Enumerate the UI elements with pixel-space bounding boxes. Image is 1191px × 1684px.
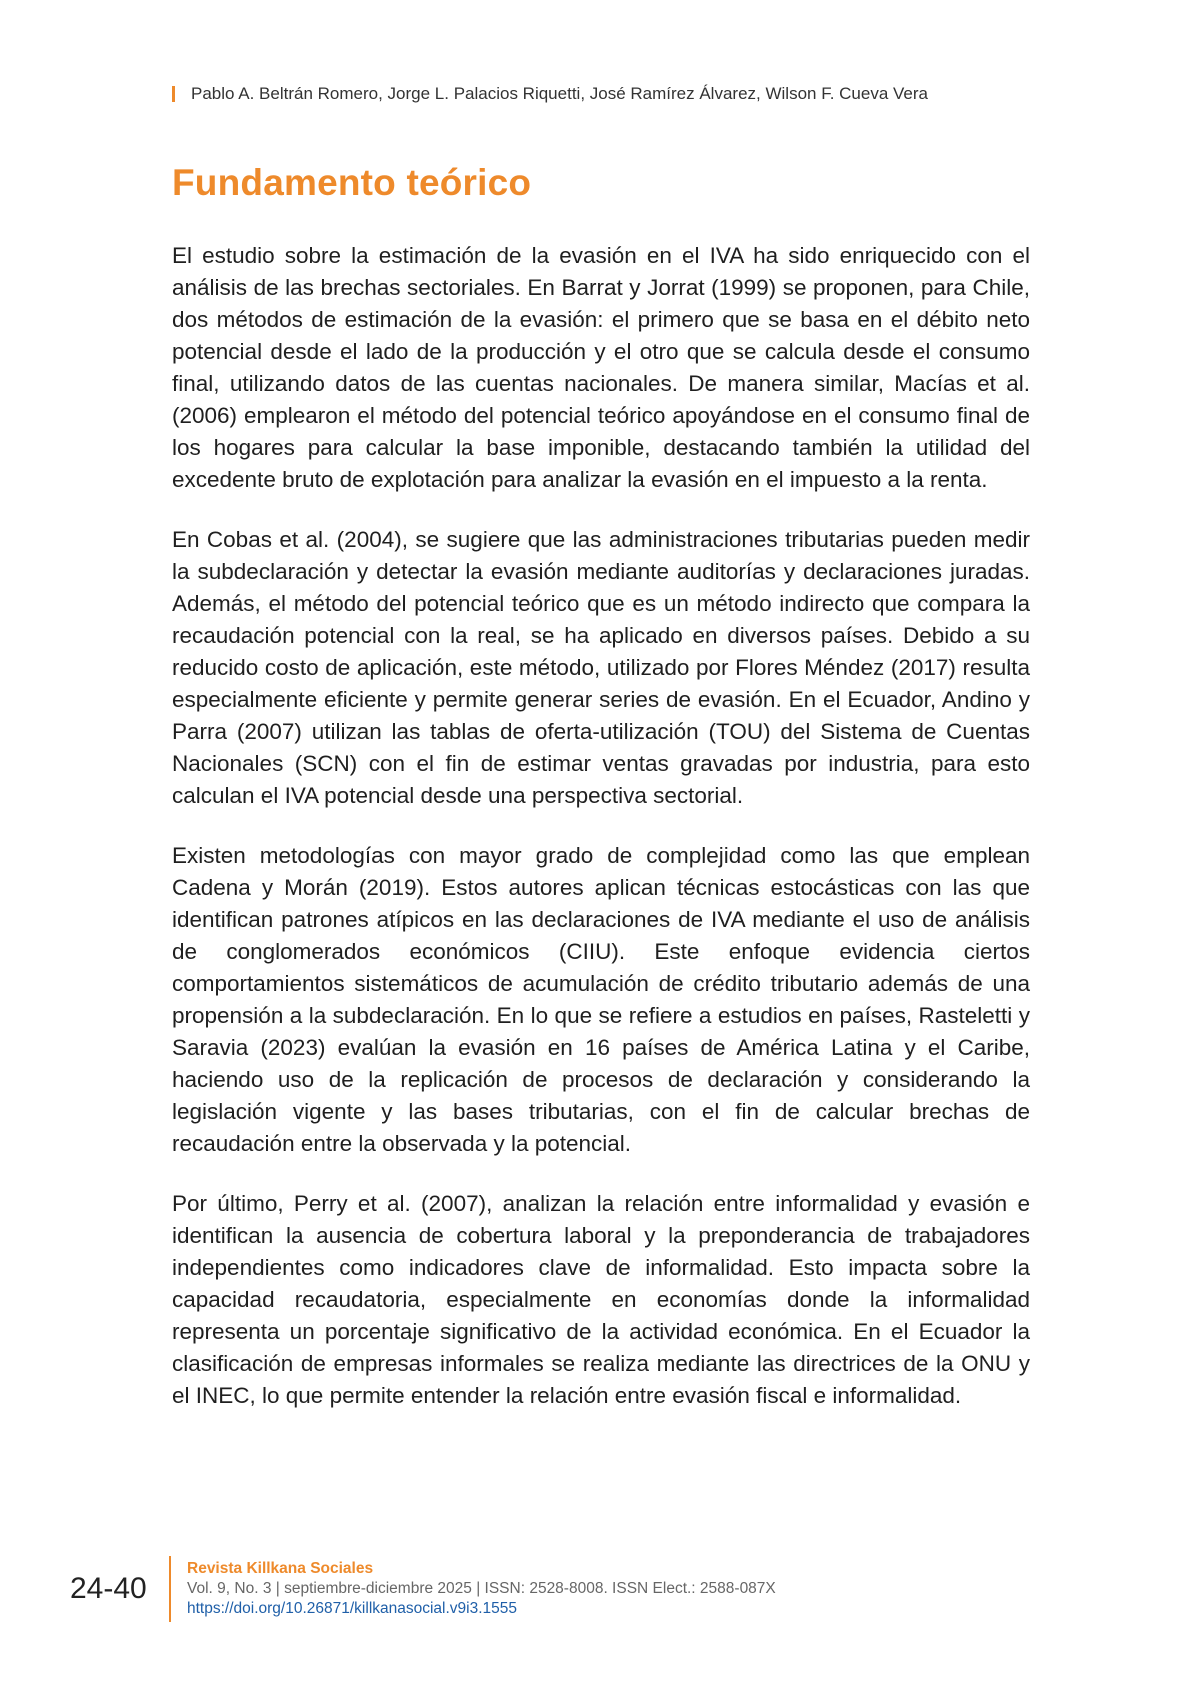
page-footer [70, 1556, 776, 1622]
paragraph-3: Existen metodologías con mayor grado de complejidad como las que emplean Cadena y Morán (2019). Estos autores aplican técnicas estocásticas con las que identifican patrones atípicos en las declaraciones de IVA mediante el uso de análisis de conglomerados económicos (CIIU). Este enfoque evidencia ciertos comportamientos sistemáticos de acumulación de crédito tributario además de una propensión a la subdeclaración. En lo que se refiere a estudios en países, Rasteletti y Saravia (2023) evalúan la evasión en 16 países de América Latina y el Caribe, haciendo uso de la replicación de procesos de declaración y considerando la legislación vigente y las bases tributarias, con el fin de calcular brechas de recaudación entre la observada y la potencial. [172, 843, 1030, 1156]
running-header [172, 84, 1022, 104]
paragraph-4: Por último, Perry et al. (2007), analizan la relación entre informalidad y evasión e identifican la ausencia de cobertura laboral y la preponderancia de trabajadores independientes como indicadores clave de informalidad. Esto impacta sobre la capacidad recaudatoria, especialmente en economías donde la informalidad representa un porcentaje significativo de la actividad económica. En el Ecuador la clasificación de empresas informales se realiza mediante las directrices de la ONU y el INEC, lo que permite entender la relación entre evasión fiscal e informalidad. [172, 1191, 1030, 1408]
paragraph-2: En Cobas et al. (2004), se sugiere que las administraciones tributarias pueden medir la subdeclaración y detectar la evasión mediante auditorías y declaraciones juradas. Además, el método del potencial teórico que es un método indirecto que compara la recaudación potencial con la real, se ha aplicado en diversos países. Debido a su reducido costo de aplicación, este método, utilizado por Flores Méndez (2017) resulta especialmente eficiente y permite generar series de evasión. En el Ecuador, Andino y Parra (2007) utilizan las tablas de oferta-utilización (TOU) del Sistema de Cuentas Nacionales (SCN) con el fin de estimar ventas gravadas por industria, para esto calculan el IVA potencial desde una perspectiva sectorial. [172, 527, 1030, 808]
footer-accent-bar [169, 1556, 171, 1622]
doi-link[interactable]: https://doi.org/10.26871/killkanasocial.v9i3.1555 [187, 1600, 518, 1617]
header-authors: Pablo A. Beltrán Romero, Jorge L. Palacios Riquetti, José Ramírez Álvarez, Wilson F. Cueva Vera [191, 84, 928, 103]
body-text [172, 240, 1030, 1440]
journal-meta: Vol. 9, No. 3 | septiembre-diciembre 2025 | ISSN: 2528-8008. ISSN Elect.: 2588-087X [187, 1580, 776, 1597]
section-title: Fundamento teórico [172, 162, 532, 203]
page-range: 24-40 [70, 1572, 147, 1605]
paragraph-1: El estudio sobre la estimación de la evasión en el IVA ha sido enriquecido con el análisis de las brechas sectoriales. En Barrat y Jorrat (1999) se proponen, para Chile, dos métodos de estimación de la evasión: el primero que se basa en el débito neto potencial desde el lado de la producción y el otro que se calcula desde el consumo final, utilizando datos de las cuentas nacionales. De manera similar, Macías et al. (2006) emplearon el método del potencial teórico apoyándose en el consumo final de los hogares para calcular la base imponible, destacando también la utilidad del excedente bruto de explotación para analizar la evasión en el impuesto a la renta. [172, 243, 1030, 492]
journal-info [187, 1559, 776, 1619]
header-accent-bar [172, 86, 175, 102]
journal-name: Revista Killkana Sociales [187, 1560, 374, 1577]
